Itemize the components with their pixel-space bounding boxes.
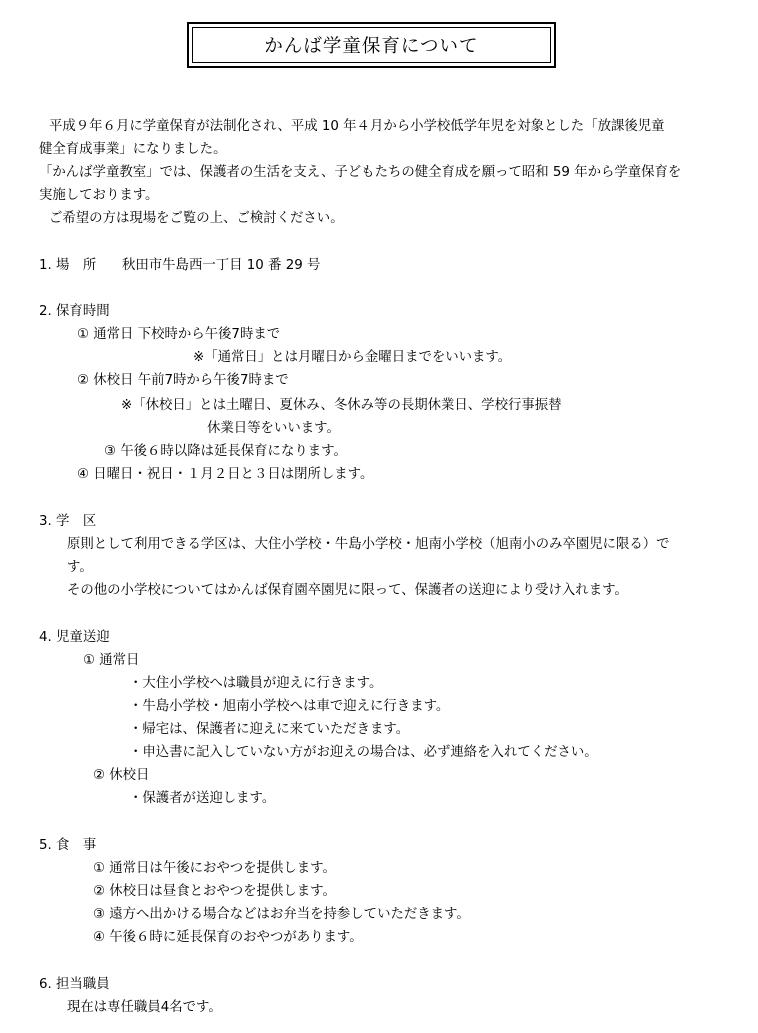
section-6-heading: 6. 担当職員	[39, 977, 110, 992]
hours-closed: ④ 日曜日・祝日・１月２日と３日は閉所します。	[77, 467, 374, 482]
intro-line-3: 「かんば学童教室」では、保護者の生活を支え、子どもたちの健全育成を願って昭和 59 年から学童保育を	[39, 165, 682, 180]
meal-item-2: ② 休校日は昼食とおやつを提供します。	[93, 884, 336, 899]
section-2-heading: 2. 保育時間	[39, 304, 110, 319]
section-1-heading: 1. 場 所	[39, 258, 97, 273]
intro-line-4: 実施しております。	[39, 188, 159, 203]
section-4-heading: 4. 児童送迎	[39, 630, 110, 645]
section-5-heading: 5. 食 事	[39, 838, 97, 853]
staff-line: 現在は専任職員4名です。	[67, 1000, 222, 1015]
transport-weekday: ① 通常日	[83, 653, 140, 668]
transport-holiday: ② 休校日	[93, 768, 150, 783]
meal-item-3: ③ 遠方へ出かける場合などはお弁当を持参していただきます。	[93, 907, 470, 922]
meal-item-1: ① 通常日は午後におやつを提供します。	[93, 861, 336, 876]
intro-line-1: 平成９年６月に学童保育が法制化され、平成 10 年４月から小学校低学年児を対象とした「放課後児童	[49, 119, 665, 134]
transport-item-2: ・牛島小学校・旭南小学校へは車で迎えに行きます。	[129, 699, 450, 714]
district-line-2: す。	[67, 560, 93, 575]
intro-line-2: 健全育成事業」になりました。	[39, 142, 227, 157]
transport-item-1: ・大住小学校へは職員が迎えに行きます。	[129, 676, 383, 691]
district-line-3: その他の小学校についてはかんば保育園卒園児に限って、保護者の送迎により受け入れます。	[67, 583, 628, 598]
hours-holiday: ② 休校日 午前7時から午後7時まで	[77, 373, 289, 388]
page-title: かんば学童保育について	[192, 27, 551, 63]
district-line-1: 原則として利用できる学区は、大住小学校・牛島小学校・旭南小学校（旭南小のみ卒園児に限る）で	[67, 537, 670, 552]
title-box	[187, 22, 556, 68]
transport-item-4: ・申込書に記入していない方がお迎えの場合は、必ず連絡を入れてください。	[129, 745, 598, 760]
intro-line-5: ご希望の方は現場をご覧の上、ご検討ください。	[49, 211, 344, 226]
hours-weekday: ① 通常日 下校時から午後7時まで	[77, 327, 281, 342]
section-3-heading: 3. 学 区	[39, 514, 97, 529]
transport-item-3: ・帰宅は、保護者に迎えに来ていただきます。	[129, 722, 410, 737]
hours-weekday-note: ※「通常日」とは月曜日から金曜日までをいいます。	[193, 350, 512, 365]
address-value: 秋田市牛島西一丁目 10 番 29 号	[122, 258, 321, 273]
hours-holiday-note: ※「休校日」とは土曜日、夏休み、冬休み等の長期休業日、学校行事振替	[121, 398, 562, 413]
transport-item-5: ・保護者が送迎します。	[129, 791, 276, 806]
meal-item-4: ④ 午後６時に延長保育のおやつがあります。	[93, 930, 363, 945]
hours-extended: ③ 午後６時以降は延長保育になります。	[104, 444, 347, 459]
hours-holiday-note-cont: 休業日等をいいます。	[207, 421, 340, 436]
